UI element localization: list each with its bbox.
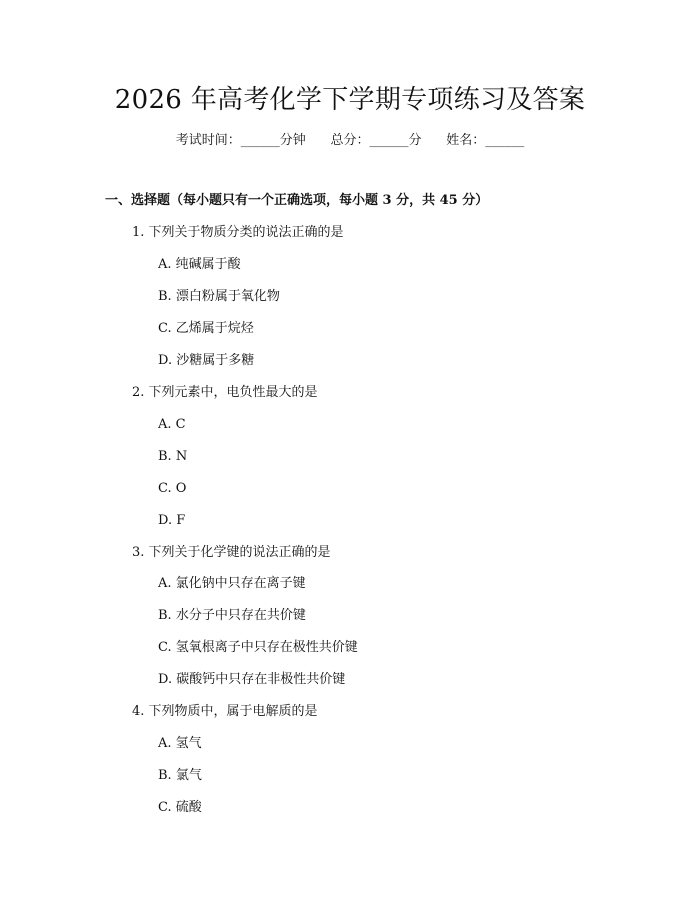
question-4-option-b: B. 氯气 [158,768,202,783]
question-3-option-d: D. 碳酸钙中只存在非极性共价键 [158,672,346,687]
question-1-option-b: B. 漂白粉属于氧化物 [158,289,280,304]
question-2-option-d: D. F [158,513,186,528]
document-title: 2026 年高考化学下学期专项练习及答案 [114,85,586,115]
section-heading: 一、选择题（每小题只有一个正确选项，每小题 3 分，共 45 分） [105,193,489,208]
question-3-option-a: A. 氯化钠中只存在离子键 [158,576,306,591]
question-3-option-c: C. 氢氧根离子中只存在极性共价键 [158,640,358,655]
question-2-text: 2. 下列元素中，电负性最大的是 [132,385,318,400]
question-4-text: 4. 下列物质中，属于电解质的是 [132,704,318,719]
question-3-text: 3. 下列关于化学键的说法正确的是 [132,545,331,560]
exam-info-line: 考试时间：______分钟 总分：______分 姓名：______ [175,133,525,148]
question-1-option-d: D. 沙糖属于多糖 [158,353,255,368]
question-4-option-c: C. 硫酸 [158,800,202,815]
question-4-option-a: A. 氢气 [158,736,202,751]
question-3-option-b: B. 水分子中只存在共价键 [158,608,306,623]
question-1-text: 1. 下列关于物质分类的说法正确的是 [132,225,344,240]
question-2-option-c: C. O [158,481,187,496]
question-1-option-c: C. 乙烯属于烷烃 [158,321,254,336]
question-2-option-b: B. N [158,449,188,464]
question-1-option-a: A. 纯碱属于酸 [158,257,241,272]
question-2-option-a: A. C [158,417,186,432]
